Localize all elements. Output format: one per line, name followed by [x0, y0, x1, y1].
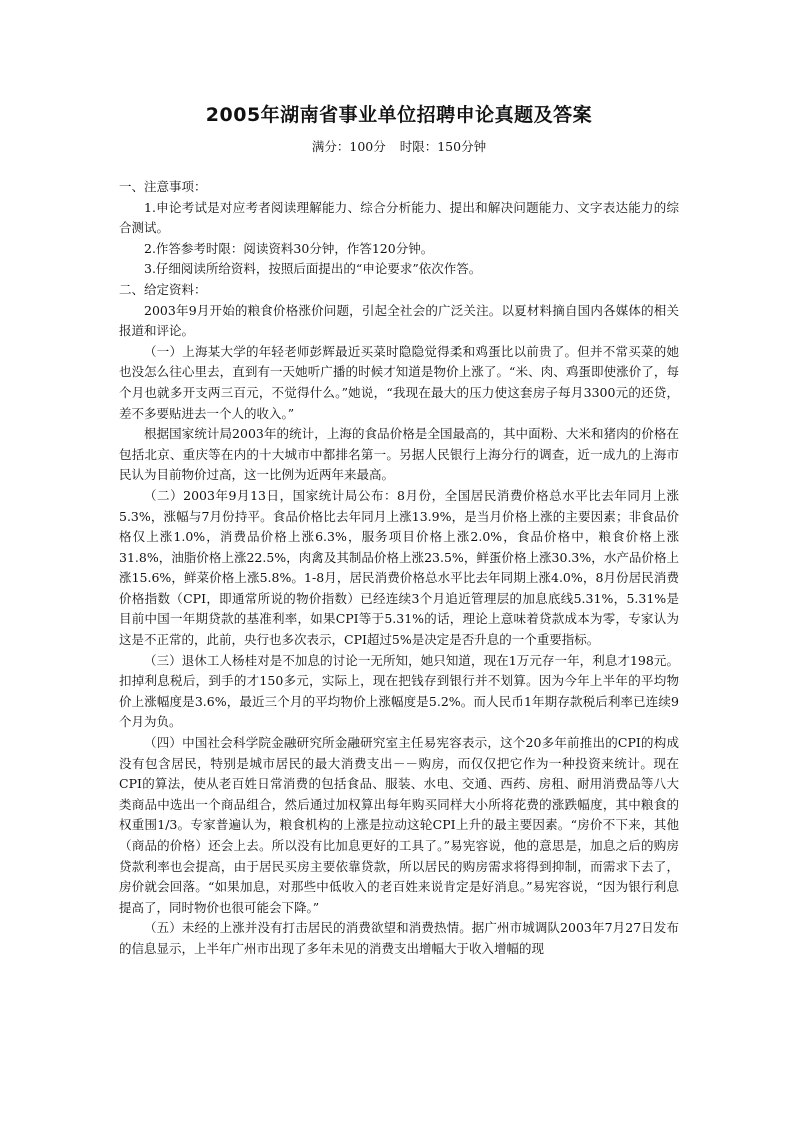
note-paragraph: 3.仔细阅读所给资料，按照后面提出的“申论要求”依次作答。 — [144, 261, 482, 277]
time-limit: 时限：150分钟 — [399, 139, 487, 154]
material-paragraph: （五）未经的上涨并没有打击居民的消费欲望和消费热情。据广州市城调队2003年7月27日发布的信息显示，上半年广州市出现了多年未见的消费支出增幅大于收入增幅的现 — [119, 920, 679, 956]
document-title: 2005年湖南省事业单位招聘申论真题及答案 — [205, 104, 593, 126]
section-notes — [119, 177, 679, 280]
section-materials — [119, 280, 679, 960]
full-score: 满分：100分 — [311, 139, 386, 154]
note-paragraph: 2.作答参考时限：阅读资料30分钟，作答120分钟。 — [144, 240, 434, 256]
exam-meta — [119, 137, 679, 155]
material-paragraph: （四）中国社会科学院金融研究所金融研究室主任易宪容表示，这个20多年前推出的CPI的构成没有包含居民，特别是城市居民的最大消费支出－－购房，而仅仅把它作为一种投资来统计。现在CPI的算法，使从老百姓日常消费的包括食品、服装、水电、交通、西药、房租、耐用消费品等八大类商品中选出一个商品组合，然后通过加权算出每年购买同样大小所将花费的涨跌幅度，其中粮食的权重围1/3。专家普遍认为，粮食机构的上涨是拉动这轮CPI上升的最主要因素。“房价不下来，其他（商品的价格）还会上去。所以没有比加息更好的工具了。”易宪容说，他的意思是，加息之后的购房贷款利率也会提高，由于居民买房主要依靠贷款，所以居民的购房需求将得到抑制，而需求下去了，房价就会回落。“如果加息，对那些中低收入的老百姓来说肯定是好消息。”易宪容说，“因为银行利息提高了，同时物价也很可能会下降。” — [119, 735, 679, 915]
section-heading: 二、给定资料： — [119, 281, 207, 297]
material-paragraph: （三）退休工人杨桂对是不加息的讨论一无所知，她只知道，现在1万元存一年，利息才198元。扣掉利息税后，到手的才150多元，实际上，现在把钱存到银行并不划算。因为今年上半年的平均物价上涨幅度是3.6%，最近三个月的平均物价上涨幅度是5.2%。而人民币1年期存款税后利率已连续9个月为负。 — [119, 652, 679, 730]
document-page — [119, 100, 679, 960]
material-paragraph: （二）2003年9月13日，国家统计局公布：8月份，全国居民消费价格总水平比去年同月上涨5.3%，涨幅与7月份持平。食品价格比去年同月上涨13.9%，是当月价格上涨的主要因素；非食品价格仅上涨1.0%，消费品价格上涨6.3%，服务项目价格上涨2.0%，食品价格中，粮食价格上涨31.8%，油脂价格上涨22.5%，肉禽及其制品价格上涨23.5%，鲜蛋价格上涨30.3%，水产品价格上涨15.6%，鲜菜价格上涨5.8%。1-8月，居民消费价格总水平比去年同期上涨4.0%，8月份居民消费价格指数（CPI，即通常所说的物价指数）已经连续3个月追近管理层的加息底线5.31%，5.31%是目前中国一年期贷款的基准利率，如果CPI等于5.31%的话，理论上意味着贷款成本为零，专家认为这是不正常的，此前，央行也多次表示，CPI超过5%是决定是否升息的一个重要指标。 — [119, 487, 679, 648]
note-paragraph: 1.申论考试是对应考者阅读理解能力、综合分析能力、提出和解决问题能力、文字表达能力的综合测试。 — [119, 199, 679, 236]
material-paragraph: 2003年9月开始的粮食价格涨价问题，引起全社会的广泛关注。以夏材料摘自国内各媒体的相关报道和评论。 — [119, 302, 679, 339]
material-paragraph: （一）上海某大学的年轻老师彭辉最近买菜时隐隐觉得柔和鸡蛋比以前贵了。但并不常买菜的她也没怎么往心里去，直到有一天她听广播的时候才知道是物价上涨了。“米、肉、鸡蛋即使涨价了，每个月也就多开支两三百元，不觉得什么。”她说，“我现在最大的压力使这套房子每月3300元的还贷，差不多要贴进去一个人的收入。” — [119, 343, 679, 421]
material-paragraph: 根据国家统计局2003年的统计，上海的食品价格是全国最高的，其中面粉、大米和猪肉的价格在包括北京、重庆等在内的十大城市中都排名第一。另据人民银行上海分行的调查，近一成九的上海市民认为目前物价过高，这一比例为近两年来最高。 — [119, 426, 679, 483]
section-heading: 一、注意事项： — [119, 179, 207, 194]
